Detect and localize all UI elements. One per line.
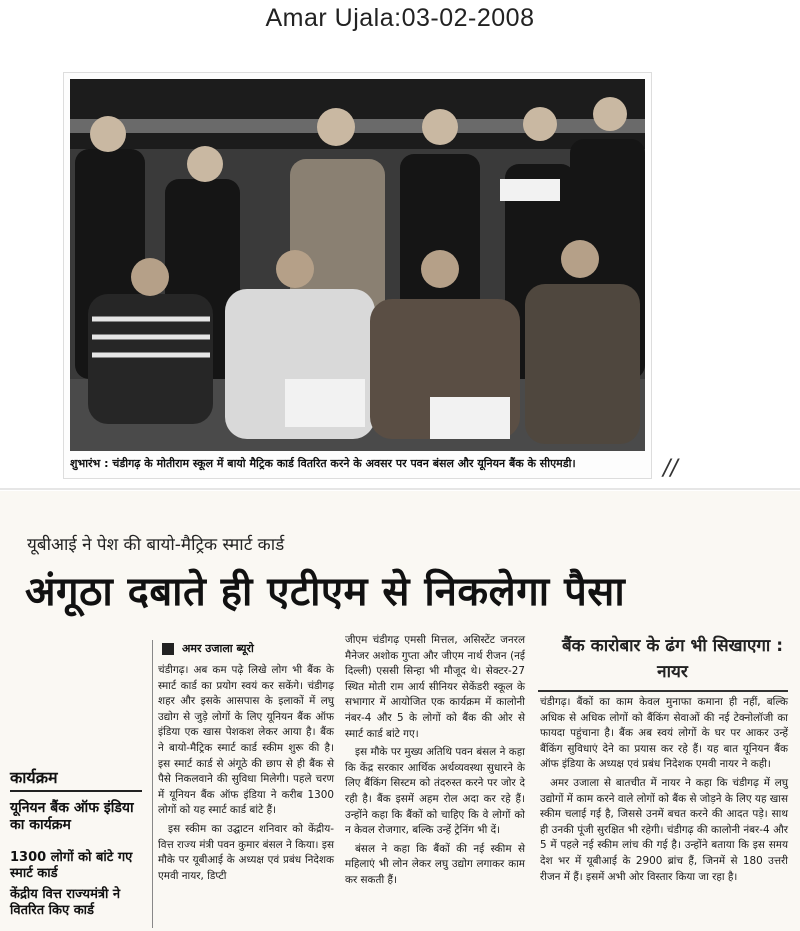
sub-headline: बैंक कारोबार के ढंग भी सिखाएगा : नायर: [561, 636, 784, 682]
page-fold-line: [0, 488, 800, 490]
col2-paragraph: जीएम चंडीगढ़ एमसी मित्तल, असिस्टेंट जनरल मैनेजर अशोक गुप्ता और जीएम नार्थ रीजन (नई दिल्ली) एससी सिन्हा भी मौजूद थे। सेक्टर-27 स्थित मोती राम आर्य सीनियर सेकेंडरी स्कूल के सभागार में आयोजित एक कार्यक्रम में कालोनी नंबर-4 और 5 के लोगों को बैंक की ओर से स्मार्ट कार्ड बांटे गए।: [345, 634, 525, 740]
sidebar-item-cards: 1300 लोगों को बांटे गए स्मार्ट कार्ड: [10, 850, 133, 881]
col2-paragraph: इस मौके पर मुख्य अतिथि पवन बंसल ने कहा कि केंद्र सरकार आर्थिक अर्थव्यवस्था सुधारने के लिए बैंकिंग सिस्टम को तंदरुस्त करने पर जोर दे रही है। बैंक इसमें अहम रोल अदा कर रहे हैं। उन्होंने कहा कि बैंकों को चाहिए कि वे लोगों को न केवल रोजगार, बल्कि उन्हें ट्रेनिंग भी दें।: [345, 746, 525, 837]
sidebar-divider: [152, 640, 153, 928]
article-column-1: [158, 663, 334, 887]
article-kicker: यूबीआई ने पेश की बायो-मैट्रिक स्मार्ट कार्ड: [27, 535, 285, 555]
photo-illustration: [70, 79, 645, 451]
byline-block-icon: [162, 643, 174, 655]
article-headline: अंगूठा दबाते ही एटीएम से निकलेगा पैसा: [25, 569, 626, 615]
article-column-3: [540, 695, 788, 888]
col2-paragraph: बंसल ने कहा कि बैंकों की नई स्कीम से महिलाएं भी लोन लेकर लघु उद्योग लगाकर काम कर सकती हैं।: [345, 842, 525, 886]
sidebar-item-minister: केंद्रीय वित्त राज्यमंत्री ने वितरित किए कार्ड: [10, 887, 121, 918]
col3-paragraph: चंडीगढ़। बैंकों का काम केवल मुनाफा कमाना ही नहीं, बल्कि अधिक से अधिक लोगों को बैंकिंग सेवाओं की नई टेक्नोलॉजी का फायदा पहुंचाना है। बैंक अब स्वयं लोगों के घर पर आकर उन्हें बैंकिंग सुविधाएं देने का प्रयास कर रहे हैं। यह बात यूनियन बैंक ऑफ इंडिया के अध्यक्ष एवं प्रबंध निदेशक एमवी नायर ने कही।: [540, 696, 788, 771]
article-column-2: [345, 633, 525, 892]
photo-caption: शुभारंभ : चंडीगढ़ के मोतीराम स्कूल में बायो मैट्रिक कार्ड वितरित करने के अवसर पर पवन बंसल और यूनियन बैंक के सीएमडी।: [70, 457, 576, 470]
news-photo-frame: [63, 72, 652, 479]
sub-headline-rule: [538, 690, 788, 692]
page-header-title: Amar Ujala:03-02-2008: [265, 4, 535, 32]
byline: [162, 641, 254, 656]
col1-paragraph: चंडीगढ़। अब कम पढ़े लिखे लोग भी बैंक के स्मार्ट कार्ड का प्रयोग स्वयं कर सकेंगे। चंडीगढ़ शहर और इसके आसपास के इलाकों में लघु उद्योग से जुड़े लोगों के लिए यूनियन बैंक ऑफ इंडिया एक खास पेशकश लेकर आया है। बैंक ने बायो-मैट्रिक स्मार्ट कार्ड स्कीम शुरू की है। इस स्मार्ट कार्ड से अंगूठे की छाप से ही बैंक से पैसे निकलवाने की सुविधा मिलेगी। पहले चरण में यूनियन बैंक ऑफ इंडिया ने करीब 1300 लोगों को यह स्मार्ट कार्ड बांटे हैं।: [158, 664, 334, 817]
col1-paragraph: इस स्कीम का उद्घाटन शनिवार को केंद्रीय-वित्त राज्य मंत्री पवन कुमार बंसल ने किया। इस मौके पर यूबीआई के अध्यक्ष एवं प्रबंध निदेशक एमवी नायर, डिप्टी: [158, 822, 334, 882]
news-photo: [70, 79, 645, 451]
sidebar-item-program: यूनियन बैंक ऑफ इंडिया का कार्यक्रम: [10, 800, 134, 833]
sidebar-label: कार्यक्रम: [10, 766, 142, 792]
clip-marks: //: [663, 456, 678, 481]
byline-text: अमर उजाला ब्यूरो: [182, 642, 254, 655]
col3-paragraph: अमर उजाला से बातचीत में नायर ने कहा कि चंडीगढ़ में लघु उद्योगों में काम करने वाले लोगों को बैंक से जोड़ने के लिए यह खास स्कीम चलाई गई है, जिससे उनमें बचत करने की आदत पड़े। साथ ही उनकी पूंजी सुरक्षित भी रहेगी। चंडीगढ़ की कालोनी नंबर-4 और 5 में पहले नई स्कीम लांच की गई है। उन्होंने बताया कि इस समय देश भर में यूबीआई के 2900 ब्रांच हैं, जिनमें से 180 उत्तरी रीजन में हैं। इसमें अभी ओर विस्तार किया जा रहा है।: [540, 776, 788, 883]
